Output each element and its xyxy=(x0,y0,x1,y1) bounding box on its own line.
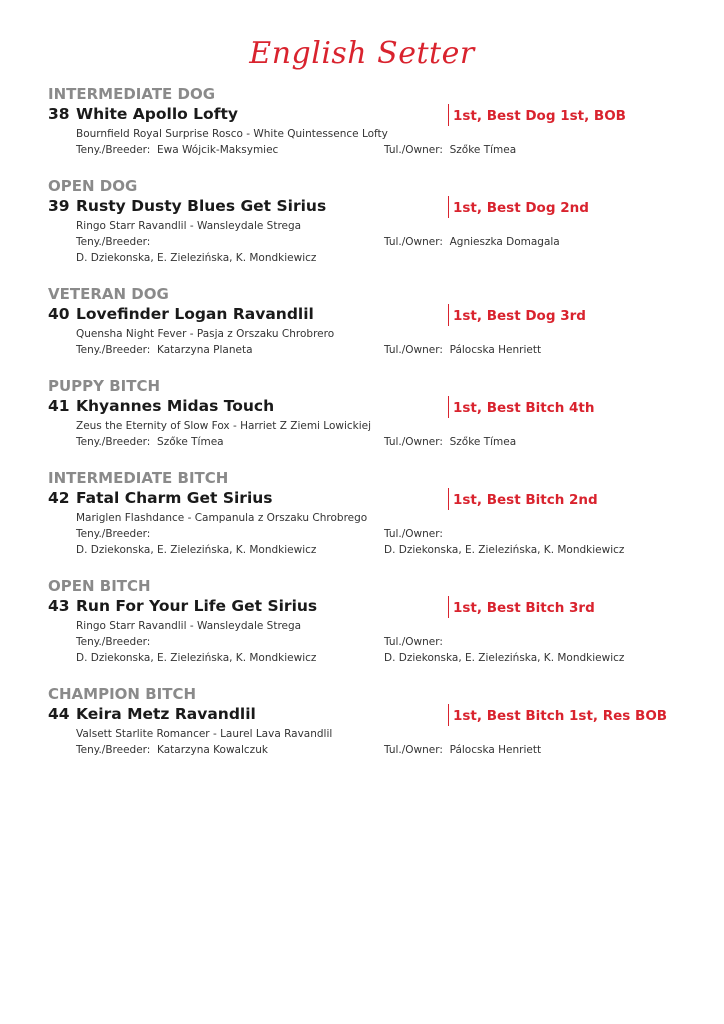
owner-label: Tul./Owner: xyxy=(384,744,443,756)
breeder-value: D. Dziekonska, E. Zielezińska, K. Mondkiewicz xyxy=(76,652,317,664)
page-title: English Setter xyxy=(249,36,475,71)
result-award: 1st, Best Dog 3rd xyxy=(448,304,586,326)
breeder-value: Katarzyna Kowalczuk xyxy=(157,744,268,756)
class-section xyxy=(48,84,688,158)
dog-name: White Apollo Lofty xyxy=(76,105,238,123)
breeder-value: D. Dziekonska, E. Zielezińska, K. Mondkiewicz xyxy=(76,252,317,264)
owner-info xyxy=(384,342,541,358)
parents: Zeus the Eternity of Slow Fox - Harriet Z Ziemi Lowickiej xyxy=(76,420,372,432)
entry-row xyxy=(48,396,688,418)
owner-info xyxy=(384,234,560,250)
parents: Valsett Starlite Romancer - Laurel Lava Ravandlil xyxy=(76,728,333,740)
breeder-info xyxy=(76,634,150,650)
result-award: 1st, Best Dog 2nd xyxy=(448,196,589,218)
result-award: 1st, Best Dog 1st, BOB xyxy=(448,104,626,126)
class-section xyxy=(48,684,688,758)
breeder-owner-names-line xyxy=(48,650,688,666)
entry-number: 41 xyxy=(48,397,70,415)
parents-line xyxy=(48,418,688,434)
entry-number: 44 xyxy=(48,705,70,723)
parents-line xyxy=(48,326,688,342)
entry-row xyxy=(48,596,688,618)
owner-info xyxy=(384,434,516,450)
owner-label: Tul./Owner: xyxy=(384,436,443,448)
result-award: 1st, Best Bitch 2nd xyxy=(448,488,598,510)
owner-info xyxy=(384,526,443,542)
breeder-info xyxy=(76,234,150,250)
owner-value: Szőke Tímea xyxy=(449,144,517,156)
breeder-label: Teny./Breeder: xyxy=(76,236,151,248)
entry-number: 38 xyxy=(48,105,70,123)
breeder-value: Katarzyna Planeta xyxy=(157,344,253,356)
parents: Quensha Night Fever - Pasja z Orszaku Chrobrero xyxy=(76,328,335,340)
parents-line xyxy=(48,726,688,742)
class-section xyxy=(48,376,688,450)
owner-label: Tul./Owner: xyxy=(384,636,443,648)
class-heading: OPEN DOG xyxy=(48,177,138,195)
owner-value: Agnieszka Domagala xyxy=(449,236,560,248)
breeder-label: Teny./Breeder: xyxy=(76,636,151,648)
breeder-owner-names-line xyxy=(48,542,688,558)
breeder-info xyxy=(76,434,224,450)
owner-label: Tul./Owner: xyxy=(384,144,443,156)
owner-value: D. Dziekonska, E. Zielezińska, K. Mondkiewicz xyxy=(384,652,625,664)
dog-name: Fatal Charm Get Sirius xyxy=(76,489,273,507)
class-section xyxy=(48,468,688,558)
owner-info xyxy=(384,742,541,758)
breeder-owner-line xyxy=(48,742,688,758)
class-section xyxy=(48,576,688,666)
owner-label: Tul./Owner: xyxy=(384,236,443,248)
class-heading: PUPPY BITCH xyxy=(48,377,161,395)
parents-line xyxy=(48,510,688,526)
breeder-value: Ewa Wójcik-Maksymiec xyxy=(157,144,279,156)
entry-row xyxy=(48,704,688,726)
parents-line xyxy=(48,618,688,634)
class-section xyxy=(48,284,688,358)
breeder-owner-line xyxy=(48,634,688,650)
class-heading: INTERMEDIATE DOG xyxy=(48,85,216,103)
parents: Ringo Starr Ravandlil - Wansleydale Strega xyxy=(76,220,302,232)
entry-row xyxy=(48,488,688,510)
owner-value: Pálocska Henriett xyxy=(449,744,542,756)
result-award: 1st, Best Bitch 4th xyxy=(448,396,595,418)
result-award: 1st, Best Bitch 3rd xyxy=(448,596,595,618)
owner-info xyxy=(384,142,516,158)
entry-row xyxy=(48,104,688,126)
breeder-info xyxy=(76,526,150,542)
results-list xyxy=(48,84,688,776)
breeder-owner-line xyxy=(48,234,688,250)
breeder-info xyxy=(76,142,278,158)
entry-number: 42 xyxy=(48,489,70,507)
breeder-owner-line xyxy=(48,142,688,158)
owner-value: D. Dziekonska, E. Zielezińska, K. Mondkiewicz xyxy=(384,544,625,556)
class-section xyxy=(48,176,688,266)
breeder-info xyxy=(76,342,253,358)
breeder-value: D. Dziekonska, E. Zielezińska, K. Mondkiewicz xyxy=(76,544,317,556)
entry-row xyxy=(48,304,688,326)
entry-number: 40 xyxy=(48,305,70,323)
owner-value: Szőke Tímea xyxy=(449,436,517,448)
owner-value: Pálocska Henriett xyxy=(449,344,542,356)
result-award: 1st, Best Bitch 1st, Res BOB xyxy=(448,704,667,726)
dog-name: Lovefinder Logan Ravandlil xyxy=(76,305,314,323)
class-heading: CHAMPION BITCH xyxy=(48,685,197,703)
parents: Mariglen Flashdance - Campanula z Orszaku Chrobrego xyxy=(76,512,368,524)
breeder-value: Szőke Tímea xyxy=(157,436,224,448)
breeder-names-line xyxy=(48,250,688,266)
dog-name: Keira Metz Ravandlil xyxy=(76,705,256,723)
breeder-label: Teny./Breeder: xyxy=(76,436,151,448)
entry-row xyxy=(48,196,688,218)
entry-number: 43 xyxy=(48,597,70,615)
breeder-owner-line xyxy=(48,342,688,358)
breeder-label: Teny./Breeder: xyxy=(76,744,151,756)
dog-name: Rusty Dusty Blues Get Sirius xyxy=(76,197,327,215)
parents: Bournfield Royal Surprise Rosco - White Quintessence Lofty xyxy=(76,128,388,140)
class-heading: VETERAN DOG xyxy=(48,285,169,303)
dog-name: Khyannes Midas Touch xyxy=(76,397,275,415)
breeder-info xyxy=(76,742,268,758)
breeder-label: Teny./Breeder: xyxy=(76,144,151,156)
breeder-owner-line xyxy=(48,526,688,542)
parents-line xyxy=(48,218,688,234)
owner-label: Tul./Owner: xyxy=(384,528,443,540)
breeder-label: Teny./Breeder: xyxy=(76,344,151,356)
class-heading: OPEN BITCH xyxy=(48,577,151,595)
breeder-label: Teny./Breeder: xyxy=(76,528,151,540)
entry-number: 39 xyxy=(48,197,70,215)
parents-line xyxy=(48,126,688,142)
dog-name: Run For Your Life Get Sirius xyxy=(76,597,318,615)
owner-label: Tul./Owner: xyxy=(384,344,443,356)
breeder-owner-line xyxy=(48,434,688,450)
owner-info xyxy=(384,634,443,650)
parents: Ringo Starr Ravandlil - Wansleydale Strega xyxy=(76,620,302,632)
class-heading: INTERMEDIATE BITCH xyxy=(48,469,229,487)
